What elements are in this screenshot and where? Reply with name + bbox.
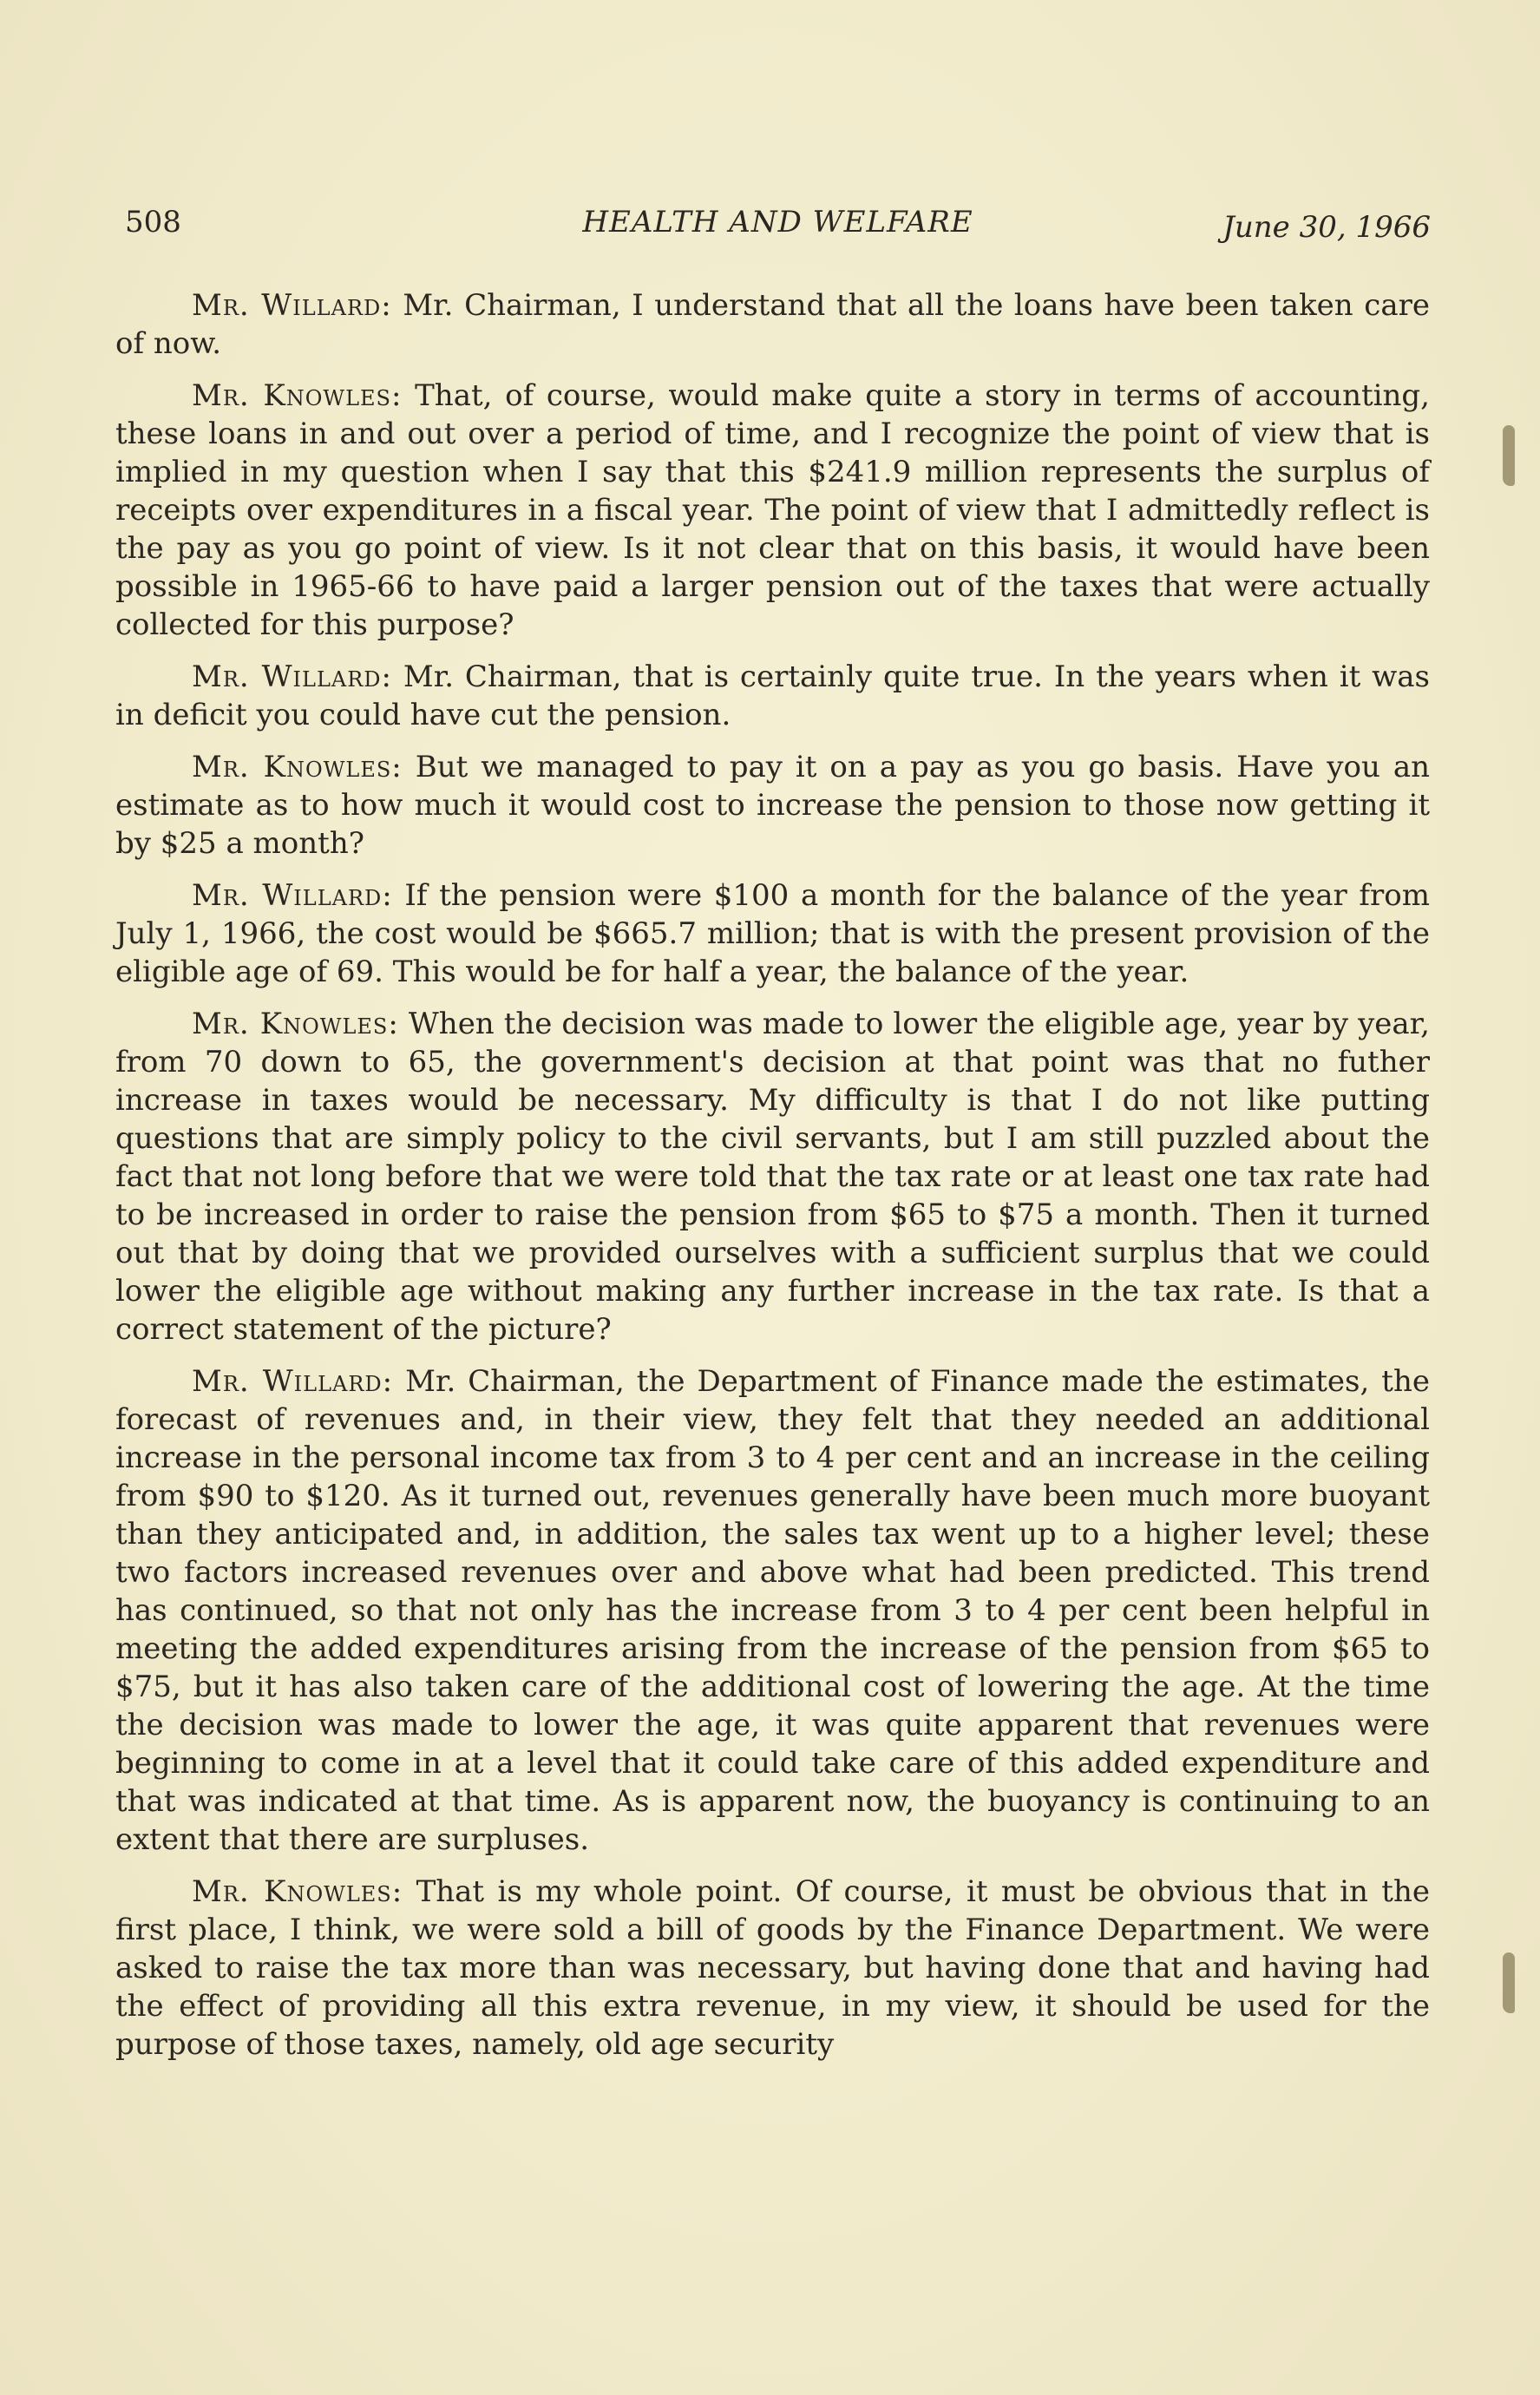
- transcript-paragraph: [115, 1362, 1430, 1859]
- page-header: [125, 205, 1431, 248]
- paragraph-text: But we managed to pay it on a pay as you go basis. Have you an estimate as to how much it would cost to increase the pension to those now getting it by $25 a month?: [115, 750, 1430, 861]
- paragraph-text: When the decision was made to lower the eligible age, year by year, from 70 down to 65, the government's decision at that point was that no futher increase in taxes would be necessary. My difficulty is that I do not like putting questions that are simply policy to the civil servants, but I am still puzzled about the fact that not long before that we were told that the tax rate or at least one tax rate had to be increased in order to raise the pension from $65 to $75 a month. Then it turned out that by doing that we provided ourselves with a sufficient surplus that we could lower the eligible age without making any further increase in the tax rate. Is that a correct statement of the picture?: [115, 1007, 1430, 1347]
- paragraph-text: Mr. Chairman, the Department of Finance made the estimates, the forecast of revenues and, in their view, they felt that they needed an additional increase in the personal income tax from 3 to 4 per cent and an increase in the ceiling from $90 to $120. As it turned out, revenues generally have been much more buoyant than they anticipated and, in addition, the sales tax went up to a higher level; these two factors increased revenues over and above what had been predicted. This trend has continued, so that not only has the increase from 3 to 4 per cent been helpful in meeting the added expenditures arising from the increase of the pension from $65 to $75, but it has also taken care of the additional cost of lowering the age. At the time the decision was made to lower the age, it was quite apparent that revenues were beginning to come in at a level that it could take care of this added expenditure and that was indicated at that time. As is apparent now, the buoyancy is continuing to an extent that there are surpluses.: [115, 1364, 1430, 1857]
- speaker-name: Mr. Willard:: [192, 659, 392, 694]
- paragraph-text: That, of course, would make quite a story in terms of accounting, these loans in and out over a period of time, and I recognize the point of view that is implied in my question when I say that this $241.9 million represents the surplus of receipts over expenditures in a fiscal year. The point of view that I admittedly reflect is the pay as you go point of view. Is it not clear that on this basis, it would have been possible in 1965-66 to have paid a larger pension out of the taxes that were actually collected for this purpose?: [115, 378, 1430, 642]
- transcript-paragraph: [115, 377, 1430, 644]
- transcript-paragraph: [115, 658, 1430, 734]
- binding-mark: [1503, 1952, 1515, 2013]
- speaker-name: Mr. Knowles:: [192, 1007, 399, 1041]
- transcript-paragraph: [115, 748, 1430, 863]
- header-date: June 30, 1966: [1222, 210, 1431, 245]
- speaker-name: Mr. Willard:: [192, 1364, 394, 1399]
- speaker-name: Mr. Willard:: [192, 878, 393, 913]
- paragraph-text: Mr. Chairman, I understand that all the loans have been taken care of now.: [115, 288, 1430, 361]
- transcript-paragraph: [115, 286, 1430, 363]
- binding-mark: [1503, 425, 1515, 486]
- speaker-name: Mr. Willard:: [192, 288, 392, 323]
- transcript-paragraph: [115, 1005, 1430, 1348]
- transcript-paragraph: [115, 876, 1430, 991]
- transcript-body: [115, 286, 1430, 2077]
- running-title: HEALTH AND WELFARE: [582, 205, 973, 240]
- speaker-name: Mr. Knowles:: [192, 378, 403, 413]
- paragraph-text: That is my whole point. Of course, it must be obvious that in the first place, I think, we were sold a bill of goods by the Finance Department. We were asked to raise the tax more than was necessary, but having done that and having had the effect of providing all this extra revenue, in my view, it should be used for the purpose of those taxes, namely, old age security: [115, 1874, 1430, 2062]
- page-number: 508: [125, 205, 181, 240]
- transcript-paragraph: [115, 1873, 1430, 2064]
- paragraph-text: If the pension were $100 a month for the balance of the year from July 1, 1966, the cost would be $665.7 million; that is with the present provision of the eligible age of 69. This would be for half a year, the balance of the year.: [115, 878, 1430, 989]
- speaker-name: Mr. Knowles:: [192, 1874, 403, 1909]
- paragraph-text: Mr. Chairman, that is certainly quite true. In the years when it was in deficit you could have cut the pension.: [115, 659, 1430, 732]
- speaker-name: Mr. Knowles:: [192, 750, 403, 784]
